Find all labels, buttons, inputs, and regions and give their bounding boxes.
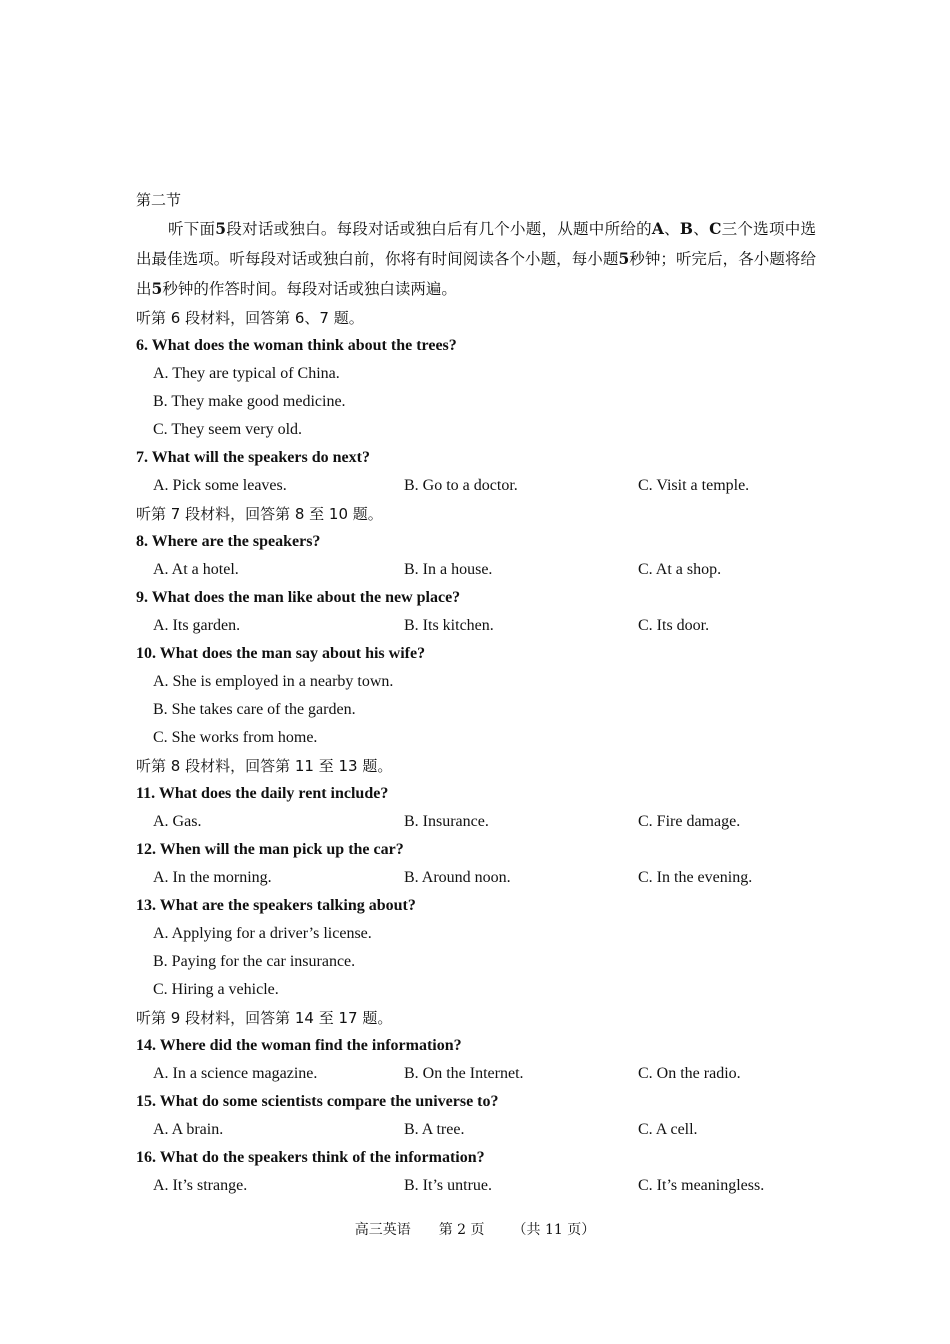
question-12-option-a: A. In the morning. [153, 869, 272, 886]
question-15-options [136, 1116, 816, 1144]
question-9-option-a: A. Its garden. [153, 617, 241, 634]
question-9: 9. What does the man like about the new place? [136, 589, 461, 606]
question-6-option-b: B. They make good medicine. [153, 393, 346, 410]
question-11-options [136, 808, 816, 836]
question-16-option-c: C. It’s meaningless. [638, 1177, 765, 1194]
footer-total-pages: （共 11 页） [512, 1222, 596, 1238]
question-14-option-b: B. On the Internet. [404, 1065, 524, 1082]
question-12: 12. When will the man pick up the car? [136, 841, 404, 858]
question-7-option-a: A. Pick some leaves. [153, 477, 287, 494]
group-heading-9: 听第 9 段材料，回答第 14 至 17 题。 [136, 1009, 393, 1027]
question-15-option-c: C. A cell. [638, 1121, 698, 1138]
question-9-option-c: C. Its door. [638, 617, 710, 634]
footer-page-number: 第 2 页 [438, 1222, 485, 1238]
question-16-option-b: B. It’s untrue. [404, 1177, 492, 1194]
question-11-option-c: C. Fire damage. [638, 813, 741, 830]
question-13-option-a: A. Applying for a driver’s license. [153, 925, 372, 942]
question-10: 10. What does the man say about his wife? [136, 645, 426, 662]
section-title: 第二节 [136, 191, 182, 209]
question-10-option-c: C. She works from home. [153, 729, 318, 746]
question-8-option-a: A. At a hotel. [153, 561, 239, 578]
group-heading-7: 听第 7 段材料，回答第 8 至 10 题。 [136, 505, 383, 523]
question-6-option-a: A. They are typical of China. [153, 365, 340, 382]
question-8: 8. Where are the speakers? [136, 533, 321, 550]
question-14-options [136, 1060, 816, 1088]
footer-subject: 高三英语 [354, 1222, 411, 1238]
question-14: 14. Where did the woman find the information? [136, 1037, 462, 1054]
question-7: 7. What will the speakers do next? [136, 449, 370, 466]
question-14-option-a: A. In a science magazine. [153, 1065, 318, 1082]
section-instructions: 听下面5段对话或独白。每段对话或独白后有几个小题，从题中所给的A、B、C三个选项中选出最佳选项。听每段对话或独白前，你将有时间阅读各个小题，每小题5秒钟；听完后，各小题将给出5秒钟的作答时间。每段对话或独白读两遍。 [136, 219, 816, 298]
question-6: 6. What does the woman think about the trees? [136, 337, 457, 354]
page-footer [0, 1219, 950, 1239]
question-12-option-b: B. Around noon. [404, 869, 511, 886]
question-14-option-c: C. On the radio. [638, 1065, 741, 1082]
question-11: 11. What does the daily rent include? [136, 785, 389, 802]
question-11-option-a: A. Gas. [153, 813, 202, 830]
question-12-options [136, 864, 816, 892]
question-11-option-b: B. Insurance. [404, 813, 489, 830]
question-16-options [136, 1172, 816, 1200]
question-16-option-a: A. It’s strange. [153, 1177, 248, 1194]
question-7-options [136, 472, 816, 500]
question-7-option-c: C. Visit a temple. [638, 477, 750, 494]
question-13: 13. What are the speakers talking about? [136, 897, 416, 914]
question-13-option-b: B. Paying for the car insurance. [153, 953, 356, 970]
question-16: 16. What do the speakers think of the information? [136, 1149, 485, 1166]
question-12-option-c: C. In the evening. [638, 869, 753, 886]
question-9-option-b: B. Its kitchen. [404, 617, 494, 634]
question-7-option-b: B. Go to a doctor. [404, 477, 518, 494]
question-15-option-a: A. A brain. [153, 1121, 224, 1138]
question-6-option-c: C. They seem very old. [153, 421, 303, 438]
exam-page [136, 186, 816, 1200]
group-heading-8: 听第 8 段材料，回答第 11 至 13 题。 [136, 757, 393, 775]
question-8-option-b: B. In a house. [404, 561, 493, 578]
question-15: 15. What do some scientists compare the universe to? [136, 1093, 499, 1110]
question-9-options [136, 612, 816, 640]
question-10-option-a: A. She is employed in a nearby town. [153, 673, 394, 690]
question-13-option-c: C. Hiring a vehicle. [153, 981, 279, 998]
group-heading-6: 听第 6 段材料，回答第 6、7 题。 [136, 309, 364, 327]
question-10-option-b: B. She takes care of the garden. [153, 701, 356, 718]
question-15-option-b: B. A tree. [404, 1121, 465, 1138]
question-8-option-c: C. At a shop. [638, 561, 722, 578]
question-8-options [136, 556, 816, 584]
